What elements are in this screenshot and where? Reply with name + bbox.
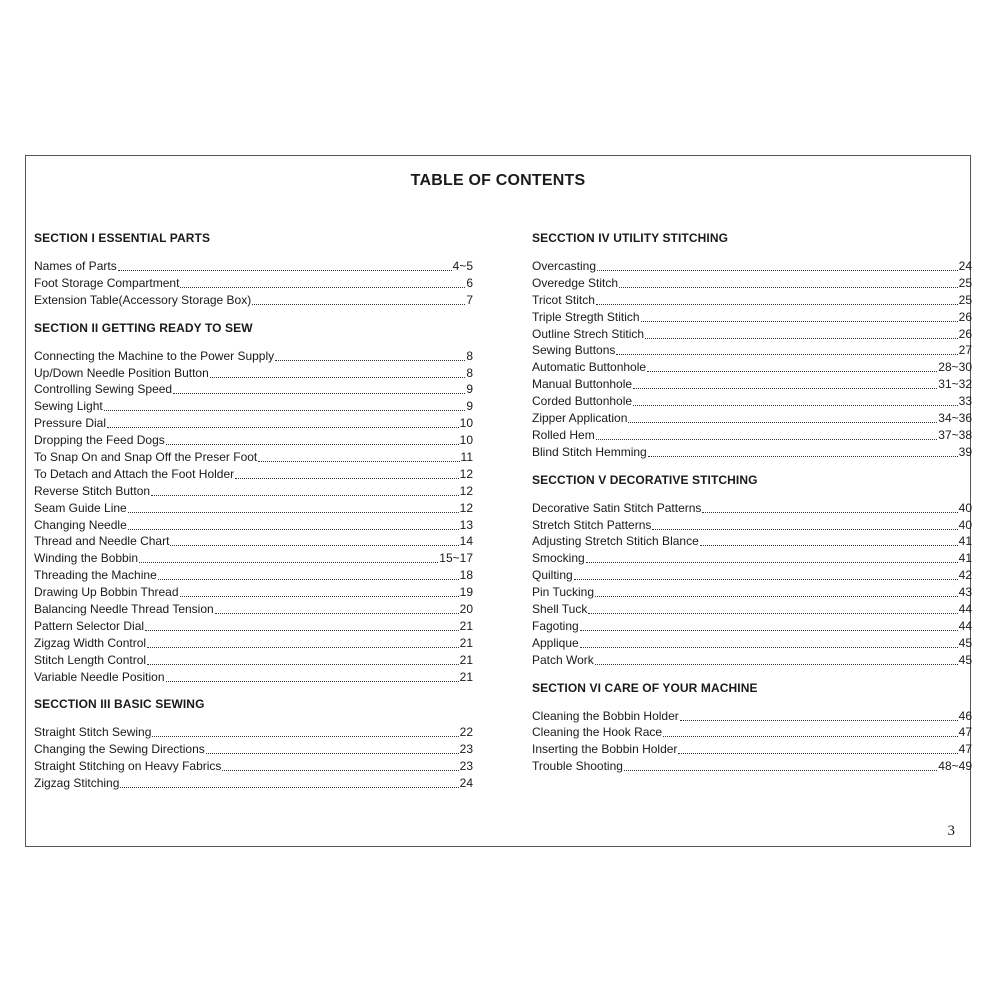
entry-label: Variable Needle Position (34, 669, 165, 684)
dot-leader (180, 276, 465, 288)
entry-label: Controlling Sewing Speed (34, 382, 173, 397)
entry-label: Stitch Length Control (34, 652, 147, 667)
dot-leader (147, 653, 459, 665)
entry-label: Adjusting Stretch Stitich Blance (532, 534, 699, 549)
entry-page: 21 (459, 635, 473, 650)
entry-label: Manual Buttonhole (532, 377, 633, 392)
toc-entry (532, 708, 972, 725)
entry-page: 22 (459, 725, 473, 740)
entry-page: 43 (958, 585, 972, 600)
toc-entry (34, 483, 473, 500)
dot-leader (252, 293, 465, 305)
toc-entry (532, 376, 972, 393)
toc-entry (34, 775, 473, 792)
entry-page: 10 (459, 416, 473, 431)
entry-label: Decorative Satin Stitch Patterns (532, 500, 702, 515)
entry-label: Zigzag Stitching (34, 776, 120, 791)
entry-label: Names of Parts (34, 259, 117, 273)
dot-leader (120, 776, 458, 788)
dot-leader (152, 725, 458, 737)
dot-leader (647, 360, 937, 372)
dot-leader (574, 568, 958, 580)
toc-entry (34, 652, 473, 669)
dot-leader (588, 602, 957, 614)
entry-label: Corded Buttonhole (532, 394, 633, 409)
dot-leader (597, 259, 958, 271)
entry-page: 40 (958, 517, 972, 532)
dot-leader (170, 534, 458, 546)
entry-label: Balancing Needle Thread Tension (34, 602, 214, 617)
entry-page: 34~36 (938, 411, 972, 426)
dot-leader (624, 759, 937, 771)
entry-label: Fagoting (532, 618, 579, 633)
entry-label: Extension Table(Accessory Storage Box) (34, 292, 252, 307)
entry-page: 48~49 (938, 759, 972, 774)
entry-page: 31~32 (938, 377, 972, 392)
entry-label: Overedge Stitch (532, 275, 619, 290)
dot-leader (210, 366, 466, 378)
entry-page: 26 (958, 326, 972, 341)
toc-entry (34, 466, 473, 483)
entry-page: 45 (958, 652, 972, 667)
toc-entry (34, 517, 473, 534)
entry-page: 39 (958, 444, 972, 459)
entry-label: Pattern Selector Dial (34, 618, 145, 633)
entry-label: Reverse Stitch Button (34, 483, 151, 498)
dot-leader (663, 725, 958, 737)
entry-label: Quilting (532, 568, 573, 583)
toc-entry (532, 326, 972, 343)
entry-label: To Detach and Attach the Foot Holder (34, 466, 235, 481)
dot-leader (166, 433, 459, 445)
toc-entry (34, 741, 473, 758)
entry-page: 24 (459, 776, 473, 791)
entry-page: 44 (958, 602, 972, 617)
toc-entry (532, 533, 972, 550)
toc-entry (532, 652, 972, 669)
toc-entry (34, 500, 473, 517)
toc-entry (532, 550, 972, 567)
dot-leader (128, 501, 459, 513)
entry-page: 33 (958, 394, 972, 409)
toc-entry (532, 258, 972, 275)
toc-entry (34, 348, 473, 365)
entry-page: 10 (459, 433, 473, 448)
entry-label: Drawing Up Bobbin Thread (34, 585, 179, 600)
entry-page: 23 (459, 742, 473, 757)
entry-label: Cleaning the Hook Race (532, 725, 663, 740)
entry-label: Pressure Dial (34, 416, 107, 431)
entry-label: Sewing Light (34, 399, 103, 414)
entry-list (34, 724, 473, 792)
entry-label: Straight Stitching on Heavy Fabrics (34, 759, 222, 774)
toc-entry (34, 601, 473, 618)
entry-page: 46 (958, 708, 972, 723)
entry-label: Blind Stitch Hemming (532, 444, 647, 459)
dot-leader (678, 742, 957, 754)
toc-entry (34, 415, 473, 432)
entry-page: 12 (459, 466, 473, 481)
dot-leader (616, 343, 957, 355)
entry-page: 47 (958, 742, 972, 757)
toc-entry (532, 741, 972, 758)
entry-list (34, 348, 473, 686)
entry-list (34, 258, 473, 309)
section-heading: SECCTION V DECORATIVE STITCHING (532, 472, 758, 487)
entry-label: Up/Down Needle Position Button (34, 365, 209, 380)
toc-page (25, 155, 971, 847)
toc-entry (34, 292, 473, 309)
dot-leader (104, 399, 466, 411)
dot-leader (648, 445, 958, 457)
entry-page: 4~5 (452, 259, 473, 273)
toc-entry (34, 584, 473, 601)
dot-leader (700, 534, 958, 546)
toc-section (532, 680, 972, 776)
toc-entry (532, 584, 972, 601)
toc-entry (34, 381, 473, 398)
entry-page: 8 (466, 365, 473, 380)
toc-entry (34, 398, 473, 415)
toc-section (34, 230, 473, 309)
dot-leader (702, 501, 957, 513)
dot-leader (235, 467, 459, 479)
dot-leader (645, 327, 958, 339)
entry-label: Zipper Application (532, 411, 628, 426)
toc-entry (532, 517, 972, 534)
entry-label: Overcasting (532, 259, 597, 273)
dot-leader (145, 619, 459, 631)
entry-label: Stretch Stitch Patterns (532, 517, 652, 532)
entry-page: 13 (459, 517, 473, 532)
toc-entry (532, 393, 972, 410)
entry-label: Automatic Buttonhole (532, 360, 647, 375)
toc-entry (34, 258, 473, 275)
dot-leader (595, 653, 958, 665)
dot-leader (680, 709, 958, 721)
toc-entry (532, 342, 972, 359)
toc-entry (532, 410, 972, 427)
dot-leader (118, 259, 452, 271)
entry-label: Shell Tuck (532, 602, 588, 617)
entry-label: Foot Storage Compartment (34, 275, 180, 290)
entry-page: 27 (958, 343, 972, 358)
dot-leader (206, 742, 459, 754)
entry-page: 41 (958, 551, 972, 566)
entry-page: 42 (958, 568, 972, 583)
dot-leader (151, 484, 459, 496)
entry-label: Pin Tucking (532, 585, 595, 600)
dot-leader (128, 518, 459, 530)
toc-entry (532, 427, 972, 444)
toc-section (34, 696, 473, 792)
toc-entry (532, 500, 972, 517)
toc-entry (532, 275, 972, 292)
section-heading: SECCTION IV UTILITY STITCHING (532, 231, 729, 245)
entry-page: 45 (958, 635, 972, 650)
right-column (532, 230, 972, 786)
dot-leader (158, 568, 459, 580)
entry-label: Cleaning the Bobbin Holder (532, 708, 679, 723)
entry-label: Changing Needle (34, 517, 127, 532)
entry-page: 12 (459, 500, 473, 515)
entry-label: Zigzag Width Control (34, 635, 147, 650)
toc-section (34, 320, 473, 686)
toc-entry (34, 365, 473, 382)
section-heading: SECTION I ESSENTIAL PARTS (34, 231, 211, 245)
entry-page: 12 (459, 483, 473, 498)
toc-entry (532, 567, 972, 584)
toc-entry (532, 444, 972, 461)
entry-page: 26 (958, 309, 972, 324)
entry-label: Trouble Shooting (532, 759, 623, 774)
dot-leader (595, 585, 958, 597)
toc-entry (532, 292, 972, 309)
entry-page: 9 (466, 399, 473, 414)
dot-leader (641, 310, 958, 322)
entry-list (532, 500, 972, 669)
entry-label: Rolled Hem (532, 427, 595, 442)
entry-page: 23 (459, 759, 473, 774)
dot-leader (258, 450, 459, 462)
toc-entry (34, 724, 473, 741)
dot-leader (586, 551, 958, 563)
entry-page: 11 (460, 450, 473, 465)
entry-label: Winding the Bobbin (34, 551, 139, 566)
toc-entry (34, 533, 473, 550)
entry-label: Outline Strech Stitich (532, 326, 645, 341)
section-heading: SECTION VI CARE OF YOUR MACHINE (532, 680, 758, 695)
toc-entry (34, 635, 473, 652)
toc-entry (532, 601, 972, 618)
dot-leader (166, 670, 459, 682)
toc-entry (532, 724, 972, 741)
entry-page: 41 (958, 534, 972, 549)
entry-page: 14 (459, 534, 473, 549)
toc-entry (532, 758, 972, 775)
section-heading: SECCTION III BASIC SEWING (34, 697, 205, 712)
entry-label: Smocking (532, 551, 585, 566)
dot-leader (580, 636, 958, 648)
entry-label: Seam Guide Line (34, 500, 127, 515)
entry-page: 44 (958, 618, 972, 633)
entry-label: Inserting the Bobbin Holder (532, 742, 678, 757)
entry-page: 18 (459, 568, 473, 583)
toc-section (532, 230, 972, 461)
dot-leader (173, 382, 465, 394)
page-number: 3 (947, 823, 955, 839)
toc-entry (34, 275, 473, 292)
toc-entry (34, 567, 473, 584)
toc-entry (34, 449, 473, 466)
dot-leader (275, 349, 465, 361)
dot-leader (596, 428, 938, 440)
entry-page: 47 (958, 725, 972, 740)
entry-page: 40 (958, 500, 972, 515)
dot-leader (596, 293, 958, 305)
page-title: TABLE OF CONTENTS (410, 172, 586, 189)
entry-page: 21 (459, 618, 473, 633)
entry-label: Applique (532, 635, 579, 650)
toc-entry (34, 669, 473, 686)
entry-label: Triple Stregth Stitich (532, 309, 640, 324)
entry-page: 21 (459, 669, 473, 684)
dot-leader (222, 759, 458, 771)
entry-label: Changing the Sewing Directions (34, 742, 205, 757)
dot-leader (580, 619, 958, 631)
toc-section (532, 472, 972, 669)
entry-page: 9 (466, 382, 473, 397)
dot-leader (619, 276, 958, 288)
left-column (34, 230, 473, 803)
entry-label: Connecting the Machine to the Power Supply (34, 348, 275, 363)
entry-label: Thread and Needle Chart (34, 534, 170, 549)
section-heading: SECTION II GETTING READY TO SEW (34, 320, 253, 335)
entry-label: Straight Stitch Sewing (34, 725, 152, 740)
entry-page: 8 (466, 348, 473, 363)
dot-leader (147, 636, 459, 648)
dot-leader (628, 411, 937, 423)
dot-leader (215, 602, 459, 614)
dot-leader (652, 518, 957, 530)
entry-label: To Snap On and Snap Off the Preser Foot (34, 450, 258, 465)
toc-entry (34, 432, 473, 449)
toc-entry (34, 550, 473, 567)
entry-label: Sewing Buttons (532, 343, 616, 358)
entry-page: 15~17 (439, 551, 473, 566)
entry-page: 24 (958, 259, 972, 273)
dot-leader (139, 551, 438, 563)
entry-page: 19 (459, 585, 473, 600)
entry-list (532, 258, 972, 461)
dot-leader (633, 394, 958, 406)
entry-label: Tricot Stitch (532, 292, 595, 307)
entry-label: Dropping the Feed Dogs (34, 433, 165, 448)
entry-page: 37~38 (938, 427, 972, 442)
toc-entry (532, 309, 972, 326)
entry-page: 20 (459, 602, 473, 617)
entry-list (532, 708, 972, 776)
entry-label: Patch Work (532, 652, 594, 667)
dot-leader (107, 416, 459, 428)
toc-entry (532, 635, 972, 652)
entry-page: 25 (958, 292, 972, 307)
entry-page: 25 (958, 275, 972, 290)
entry-page: 28~30 (938, 360, 972, 375)
dot-leader (180, 585, 459, 597)
dot-leader (633, 377, 937, 389)
entry-label: Threading the Machine (34, 568, 157, 583)
toc-entry (34, 618, 473, 635)
toc-entry (532, 359, 972, 376)
entry-page: 21 (459, 652, 473, 667)
entry-page: 6 (466, 275, 473, 290)
toc-entry (532, 618, 972, 635)
entry-page: 7 (466, 292, 473, 307)
toc-entry (34, 758, 473, 775)
